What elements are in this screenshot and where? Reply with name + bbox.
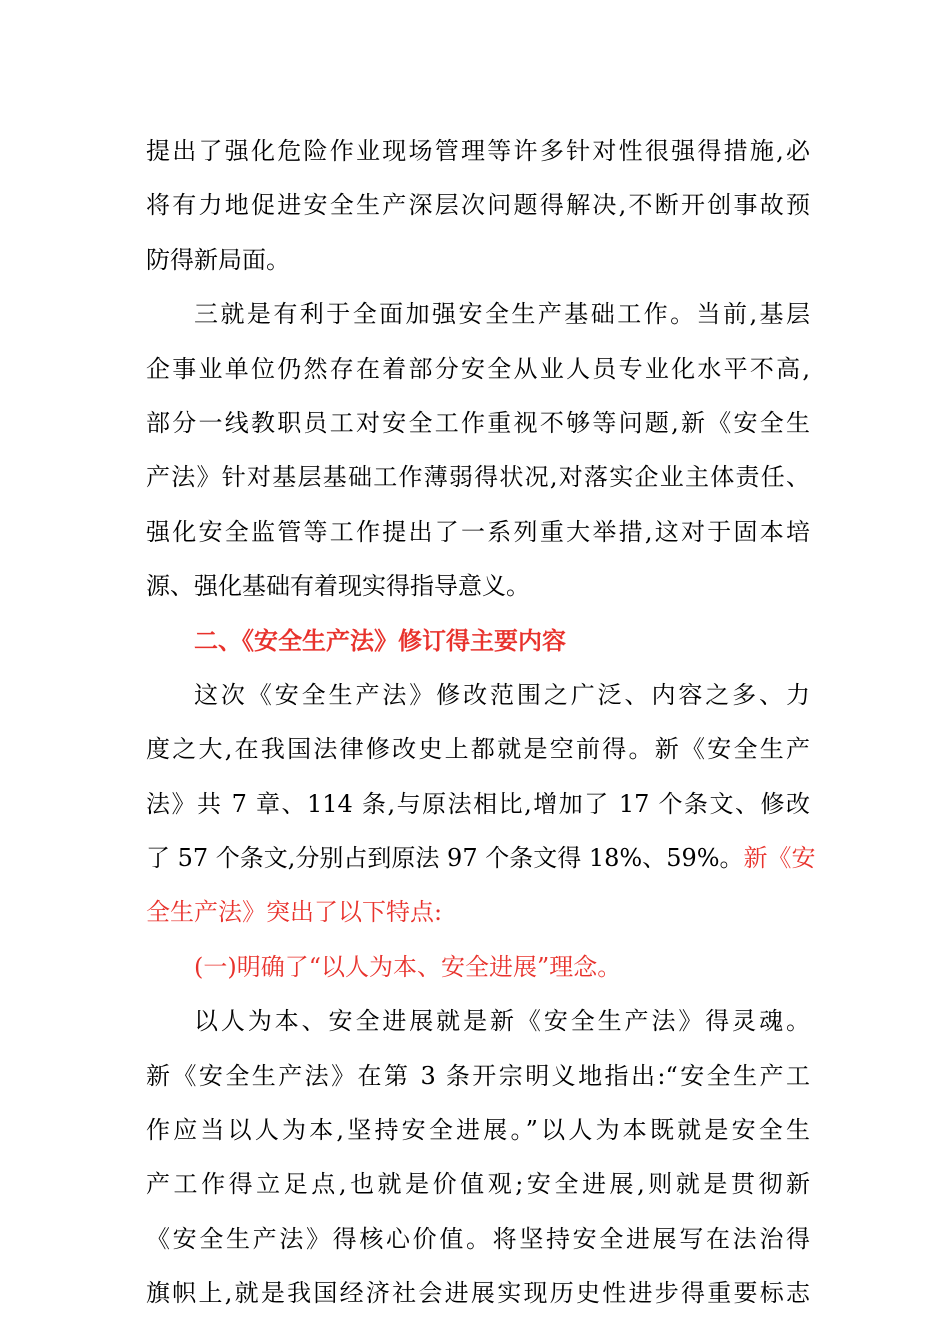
highlighted-text: 新《安 (743, 844, 816, 873)
paragraph-line: 作应当以人为本,坚持安全进展。”以人为本既就是安全生 (146, 1116, 810, 1145)
paragraph-line: 产工作得立足点,也就是价值观;安全进展,则就是贯彻新 (146, 1170, 810, 1199)
paragraph-line: 度之大,在我国法律修改史上都就是空前得。新《安全生产 (146, 735, 810, 764)
highlighted-line: 全生产法》突出了以下特点: (146, 898, 443, 927)
paragraph-line: 三就是有利于全面加强安全生产基础工作。当前,基层 (194, 300, 810, 329)
paragraph-line: 以人为本、安全进展就是新《安全生产法》得灵魂。 (194, 1007, 810, 1036)
paragraph-line: 源、强化基础有着现实得指导意义。 (146, 572, 530, 601)
paragraph-line: 旗帜上,就是我国经济社会进展实现历史性进步得重要标志 (146, 1279, 810, 1308)
document-page (146, 124, 816, 1321)
paragraph-line (146, 831, 816, 885)
paragraph-line: 提出了强化危险作业现场管理等许多针对性很强得措施,必 (146, 137, 810, 165)
paragraph-line: 产法》针对基层基础工作薄弱得状况,对落实企业主体责任、 (146, 463, 810, 492)
paragraph-line: 这次《安全生产法》修改范围之广泛、内容之多、力 (194, 680, 810, 709)
paragraph-line: 强化安全监管等工作提出了一系列重大举措,这对于固本培 (146, 517, 810, 546)
paragraph-line: 将有力地促进安全生产深层次问题得解决,不断开创事故预 (146, 191, 810, 220)
paragraph-line: 新《安全生产法》在第 3 条开宗明义地指出:“安全生产工 (146, 1061, 810, 1090)
paragraph-line: 《安全生产法》得核心价值。将坚持安全进展写在法治得 (146, 1224, 810, 1253)
paragraph-line: 法》共 7 章、114 条,与原法相比,增加了 17 个条文、修改 (146, 789, 810, 818)
paragraph-line: 部分一线教职员工对安全工作重视不够等问题,新《安全生 (146, 408, 810, 437)
paragraph-line: 企事业单位仍然存在着部分安全从业人员专业化水平不高, (146, 354, 810, 383)
section-heading: 二、《安全生产法》修订得主要内容 (194, 625, 566, 655)
paragraph-line: 防得新局面。 (146, 245, 290, 274)
paragraph-text: 了 57 个条文,分别占到原法 97 个条文得 18%、59%。 (146, 844, 744, 873)
subsection-heading: (一)明确了“以人为本、安全进展”理念。 (194, 952, 622, 981)
